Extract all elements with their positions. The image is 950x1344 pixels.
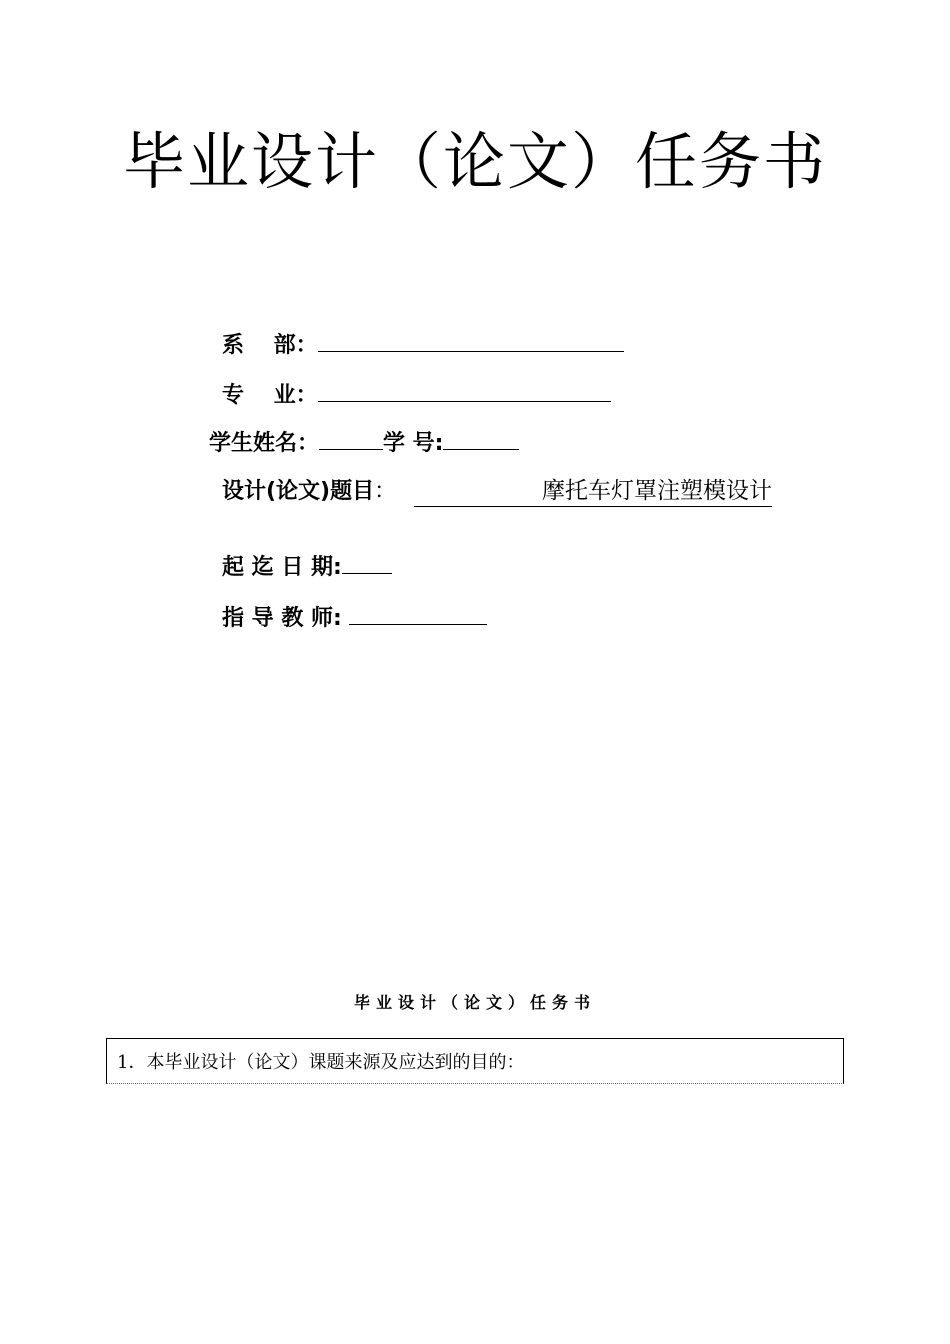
task-table [106, 1038, 844, 1084]
department-field [222, 329, 624, 361]
date-blank-line [342, 551, 392, 574]
date-field [222, 551, 392, 583]
task-item-1: 1．本毕业设计（论文）课题来源及应达到的目的： [117, 1052, 525, 1073]
major-blank-line [318, 379, 611, 402]
page-title: 毕业设计（论文）任务书 [122, 125, 827, 198]
topic-field [222, 477, 396, 507]
topic-label: 设计(论文)题目 [222, 479, 375, 504]
student-id-label: 学 号: [383, 431, 444, 456]
student-name-blank-line [319, 427, 383, 450]
major-label: 专 业： [222, 383, 318, 408]
topic-colon: ： [374, 479, 397, 504]
department-label: 系 部： [222, 333, 318, 358]
task-subtitle: 毕业设计（论文）任务书 [353, 993, 596, 1012]
student-id-blank-line [443, 427, 519, 450]
department-blank-line [318, 329, 624, 352]
date-label: 起 迄 日 期: [222, 555, 342, 580]
topic-value: 摩托车灯罩注塑模设计 [414, 476, 772, 507]
student-name-label: 学生姓名： [209, 431, 320, 456]
major-field [222, 379, 611, 411]
advisor-blank-line [349, 602, 487, 625]
advisor-field [222, 602, 487, 634]
student-name-field [209, 427, 519, 459]
advisor-label: 指 导 教 师: [222, 606, 350, 631]
